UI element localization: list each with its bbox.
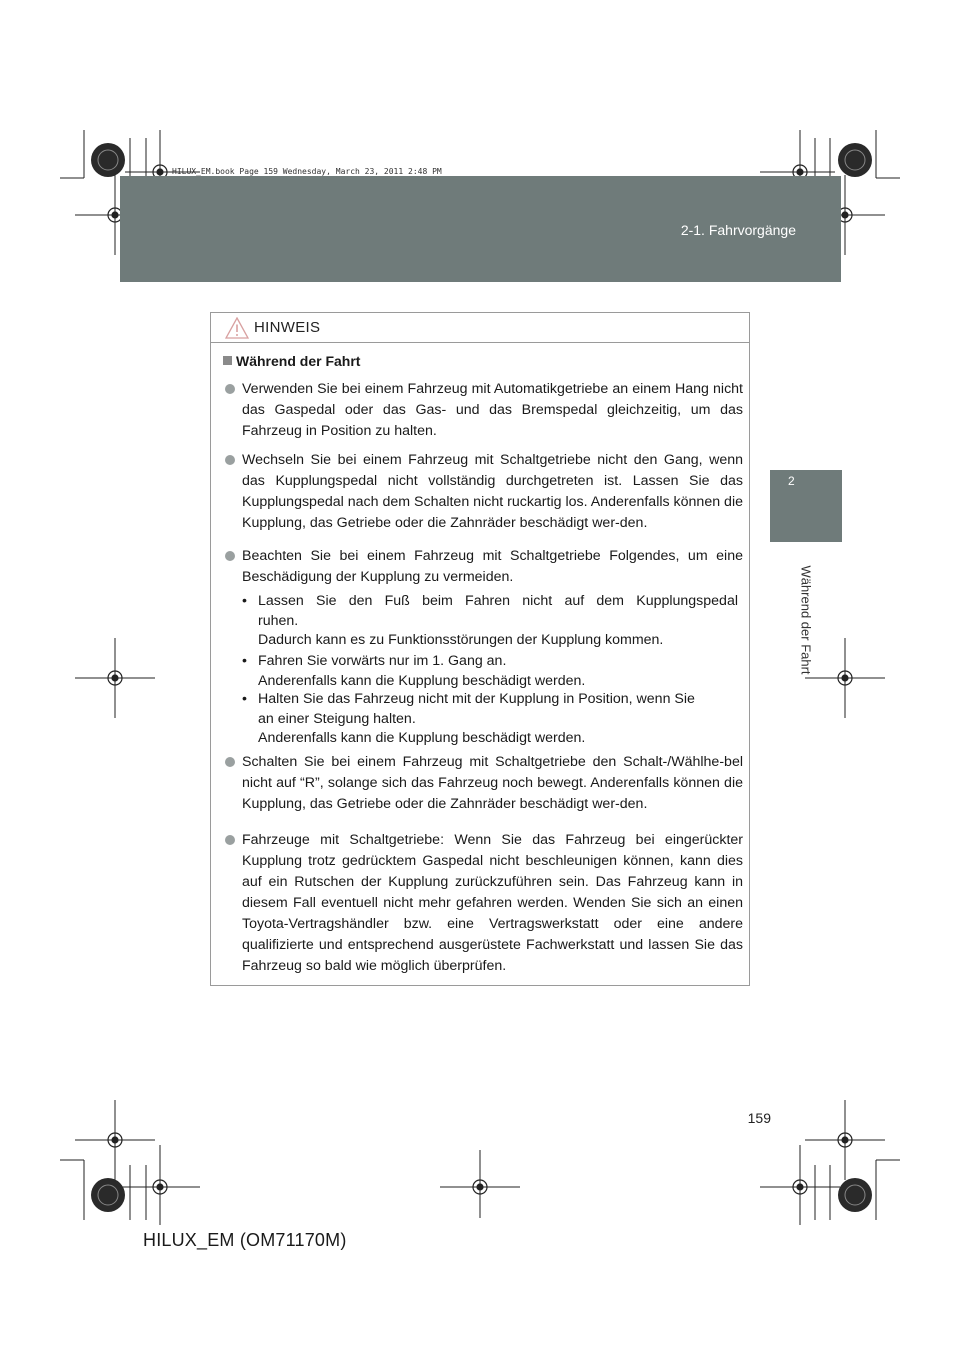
book-info-line: HILUX_EM.book Page 159 Wednesday, March 23, 2011 2:48 PM: [172, 167, 442, 176]
notice-box: [210, 312, 750, 986]
chapter-number: 2: [788, 474, 795, 488]
bullet-dot-icon: [225, 384, 235, 394]
section-title: 2-1. Fahrvorgänge: [680, 222, 796, 238]
sub-list-item: • Fahren Sie vorwärts nur im 1. Gang an. Anderenfalls kann die Kupplung beschädigt werden.: [242, 653, 586, 689]
warning-triangle-icon: [225, 317, 249, 339]
list-item: Verwenden Sie bei einem Fahrzeug mit Automatikgetriebe an einem Hang nicht das Gaspedal oder das Gas- und das Bremspedal gleichzeitig, um das Fahrzeug in Position zu halten.: [242, 379, 743, 442]
list-item: Wechseln Sie bei einem Fahrzeug mit Schaltgetriebe nicht den Gang, wenn das Kupplungspedal nicht vollständig durchgetreten ist. Lassen Sie das Kupplungspedal nach dem Schalten nicht ruckartig los. Anderenfalls können die Kupplung, das Getriebe oder die Zahnräder beschädigt wer-den.: [242, 450, 743, 534]
section-heading: Während der Fahrt: [223, 353, 360, 369]
notice-header: [211, 313, 749, 343]
bullet-dot-icon: [225, 757, 235, 767]
sub-list-item: • Halten Sie das Fahrzeug nicht mit der Kupplung in Position, wenn Sie an einer Steigung halten. Anderenfalls kann die Kupplung beschädigt werden.: [242, 691, 695, 746]
sub-list-item: • Lassen Sie den Fuß beim Fahren nicht auf dem Kupplungspedal ruhen. Dadurch kann es zu Funktionsstörungen der Kupplung kommen.: [242, 593, 738, 648]
notice-title: HINWEIS: [254, 319, 321, 336]
list-item: Schalten Sie bei einem Fahrzeug mit Schaltgetriebe den Schalt-/Wählhe-bel nicht auf “R”, solange sich das Fahrzeug noch bewegt. Anderenfalls können die Kupplung, das Getriebe oder die Zahnräder beschädigt wer-den.: [242, 752, 743, 815]
chapter-label: Während der Fahrt: [798, 565, 814, 675]
page-number: 159: [747, 1110, 771, 1126]
list-item: Fahrzeuge mit Schaltgetriebe: Wenn Sie das Fahrzeug bei eingerückter Kupplung trotz gedrücktem Gaspedal nicht beschleunigen können, kann dies auf ein Rutschen der Kupplung zurückzuführen sein. Das Fahrzeug kann in diesem Fall eventuell nicht mehr gefahren werden. Wenden Sie sich an einen Toyota-Vertragshändler bzw. eine Vertragswerkstatt oder eine andere qualifizierte und entsprechend ausgerüstete Fachwerkstatt und lassen Sie das Fahrzeug so bald wie möglich überprüfen.: [242, 830, 743, 977]
manual-code: HILUX_EM (OM71170M): [143, 1230, 347, 1250]
square-bullet-icon: [223, 356, 232, 365]
list-item: Beachten Sie bei einem Fahrzeug mit Schaltgetriebe Folgendes, um eine Beschädigung der Kupplung zu vermeiden.: [242, 546, 743, 588]
bullet-dot-icon: [225, 551, 235, 561]
bullet-dot-icon: [225, 835, 235, 845]
chapter-tab: [770, 470, 842, 542]
bullet-dot-icon: [225, 455, 235, 465]
